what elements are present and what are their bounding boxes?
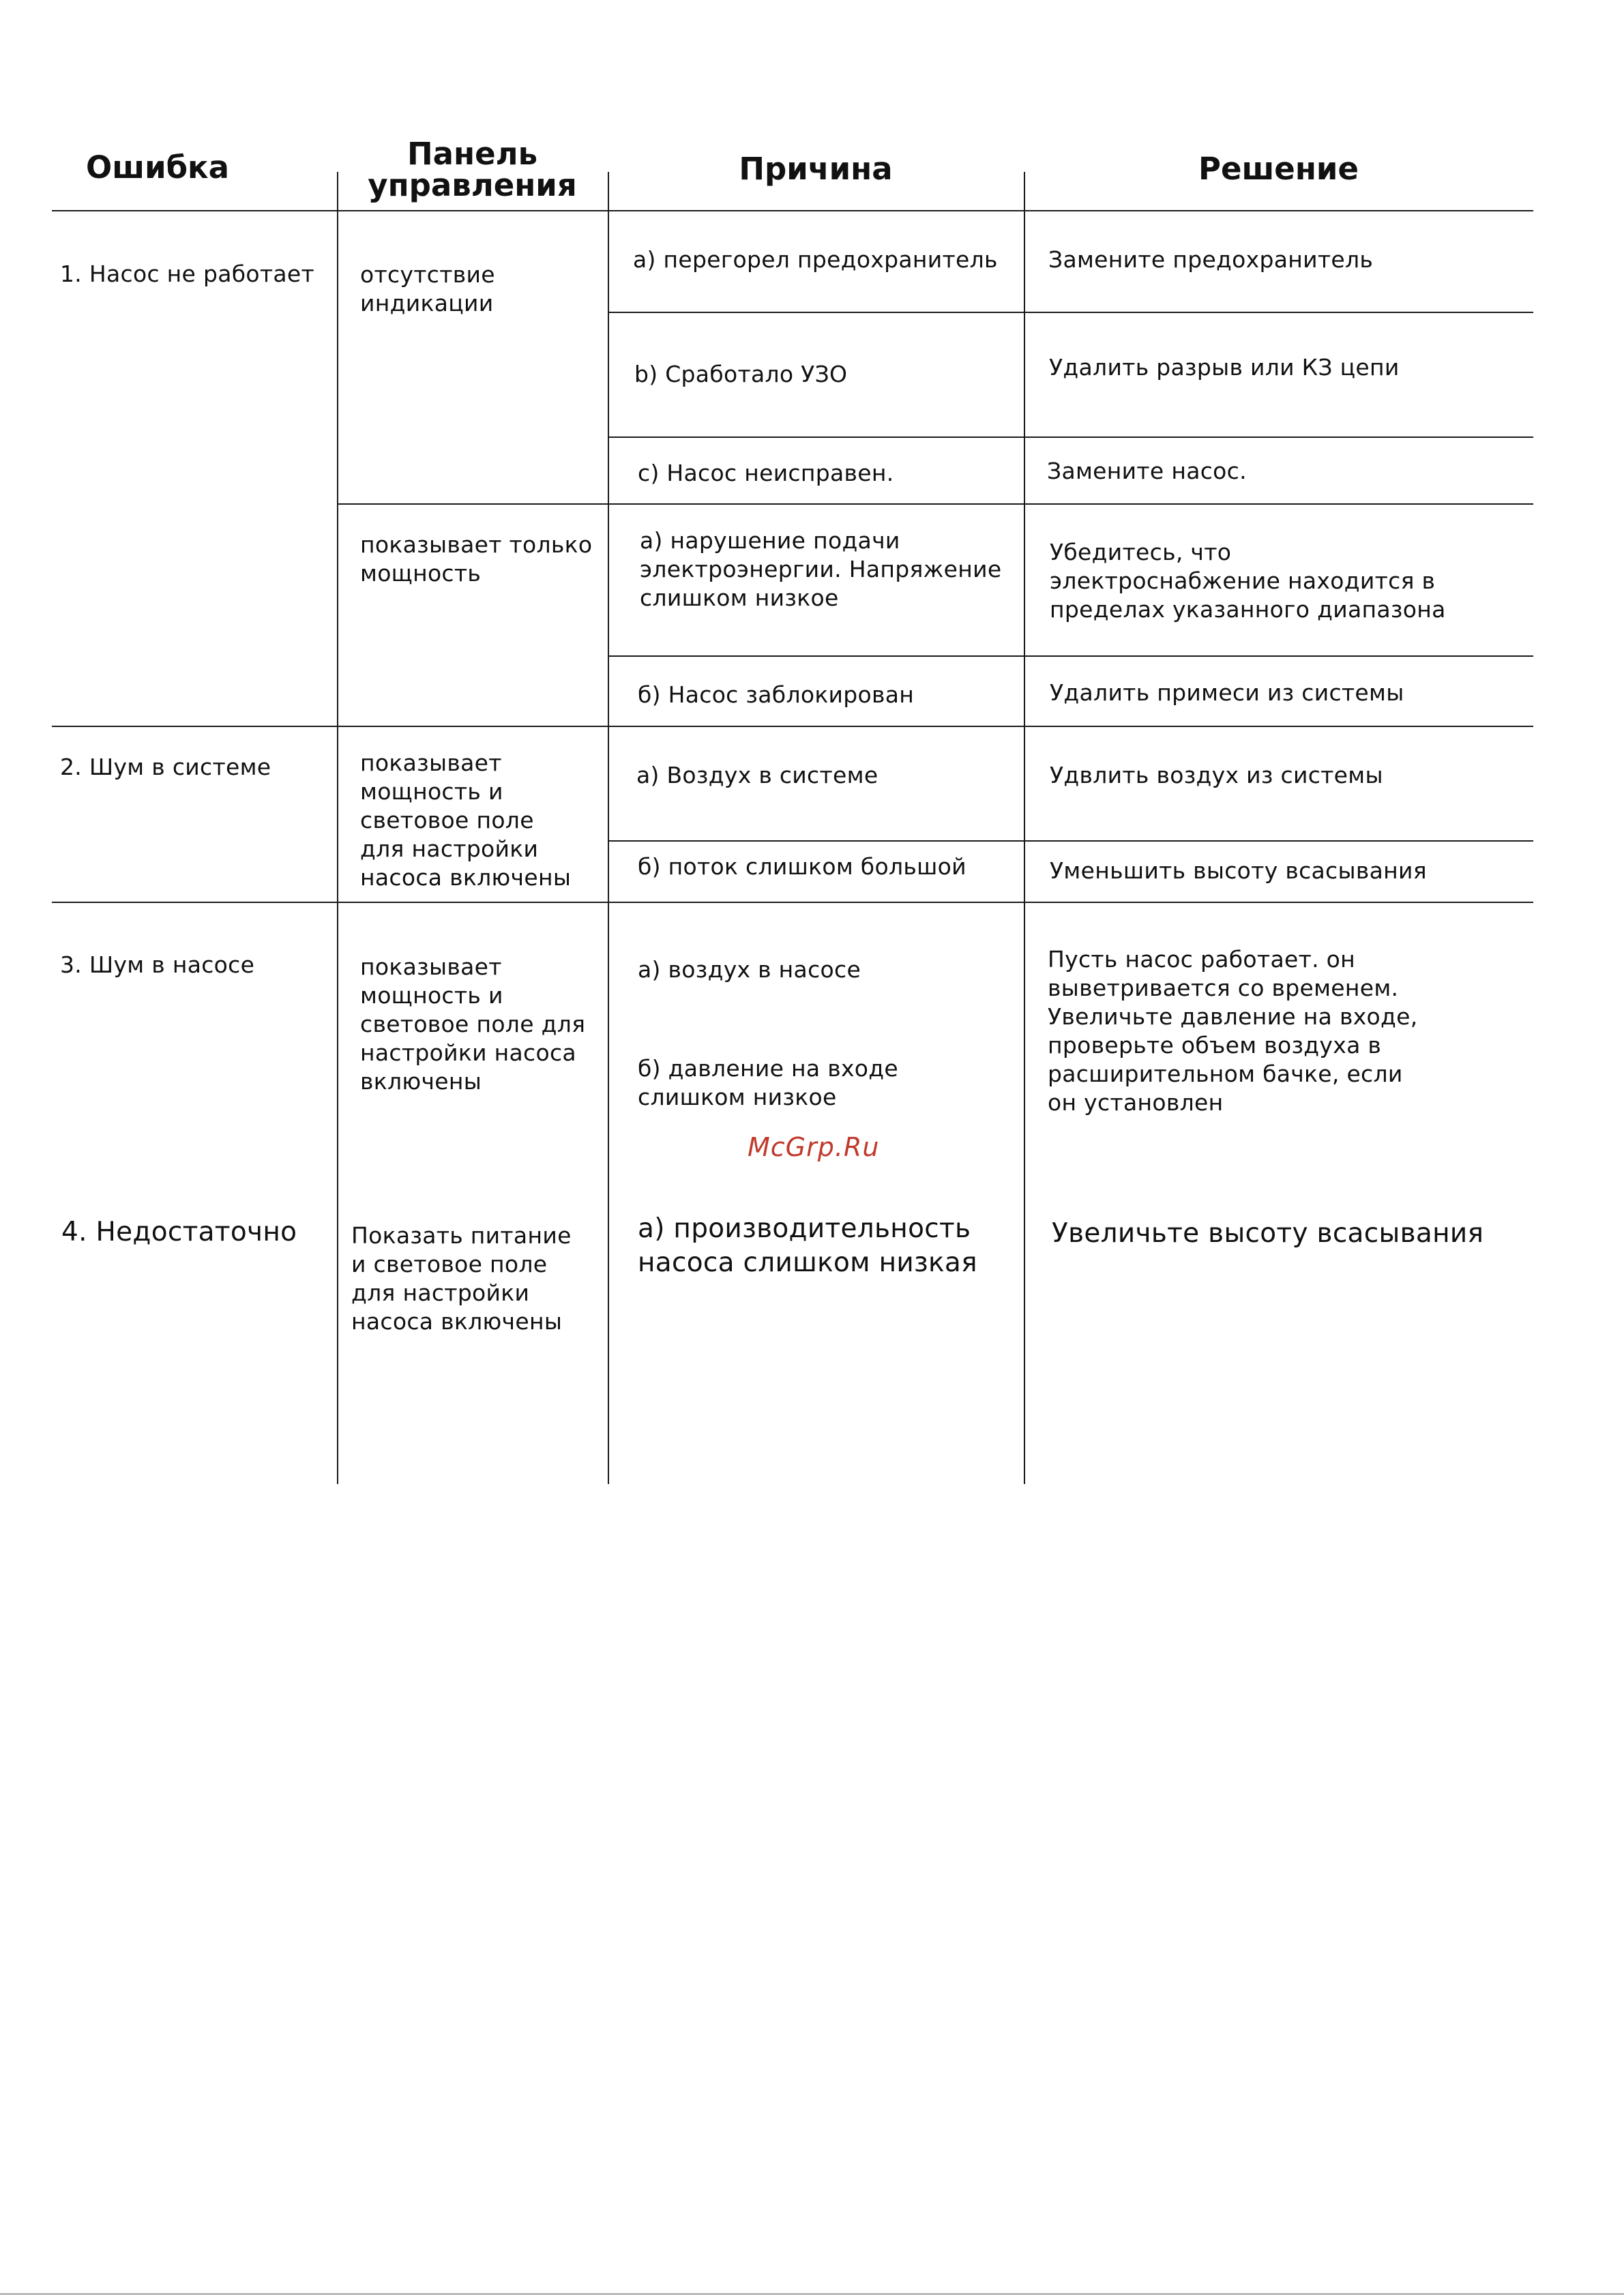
cause-1a: а) перегорел предохранитель: [633, 246, 998, 273]
solution-1e: Удалить примеси из системы: [1050, 679, 1404, 706]
panel-3-line4: настройки насоса: [360, 1039, 576, 1066]
solution-1d-line2: электроснабжение находится в: [1050, 567, 1436, 594]
row-divider: [52, 726, 1533, 727]
panel-3-line3: световое поле для: [360, 1011, 586, 1037]
error-3: 3. Шум в насосе: [60, 951, 255, 978]
error-4: 4. Недостаточно: [61, 1217, 297, 1247]
cause-1c: c) Насос неисправен.: [638, 460, 894, 486]
cause-3b-line1: б) давление на входе: [638, 1055, 898, 1082]
solution-4: Увеличьте высоту всасывания: [1052, 1218, 1484, 1249]
solution-1a: Замените предохранитель: [1048, 246, 1374, 273]
row-divider: [608, 436, 1533, 438]
panel-4-line2: и световое поле: [351, 1251, 548, 1277]
error-2: 2. Шум в системе: [60, 754, 271, 780]
header-panel-line1: Панель: [407, 136, 538, 172]
cause-4-line2: насоса слишком низкая: [638, 1247, 977, 1278]
panel-2-line3: световое поле: [360, 807, 534, 833]
header-underline: [52, 210, 1533, 211]
panel-1a-line2: индикации: [360, 290, 494, 316]
cause-1e: б) Насос заблокирован: [638, 681, 915, 708]
solution-2b: Уменьшить высоту всасывания: [1050, 857, 1427, 884]
solution-1b: Удалить разрыв или КЗ цепи: [1049, 354, 1400, 381]
panel-4-line3: для настройки: [351, 1279, 530, 1306]
panel-3-line1: показывает: [360, 953, 502, 980]
panel-1a-line1: отсутствие: [360, 261, 495, 288]
row-divider: [608, 312, 1533, 313]
row-divider: [52, 902, 1533, 903]
row-divider: [337, 503, 1533, 505]
panel-4-line4: насоса включены: [351, 1308, 563, 1335]
row-divider: [608, 840, 1533, 842]
panel-3-line2: мощность и: [360, 982, 503, 1009]
solution-3-line6: он установлен: [1048, 1089, 1224, 1116]
solution-1d-line3: пределах указанного диапазона: [1050, 596, 1446, 623]
panel-4-line1: Показать питание: [351, 1222, 572, 1249]
error-1: 1. Насос не работает: [60, 261, 315, 287]
cause-4-line1: а) производительность: [638, 1213, 971, 1244]
header-error: Ошибка: [86, 149, 229, 186]
cause-3b-line2: слишком низкое: [638, 1084, 837, 1110]
panel-3-line5: включены: [360, 1068, 482, 1095]
solution-3-line5: расширительном бачке, если: [1048, 1061, 1403, 1087]
panel-2-line1: показывает: [360, 750, 502, 776]
cause-2a: а) Воздух в системе: [636, 762, 879, 788]
panel-1b-line1: показывает только: [360, 531, 593, 558]
column-divider-3: [1024, 172, 1025, 1484]
header-cause: Причина: [739, 151, 893, 187]
cause-2b: б) поток слишком большой: [638, 853, 966, 880]
cause-1d-line3: слишком низкое: [640, 584, 839, 611]
solution-2a: Удвлить воздух из системы: [1050, 762, 1383, 788]
column-divider-2: [608, 172, 609, 1484]
panel-2-line4: для настройки: [360, 835, 539, 862]
panel-2-line5: насоса включены: [360, 864, 572, 891]
cause-1b: b) Сработало УЗО: [634, 361, 848, 387]
solution-3-line4: проверьте объем воздуха в: [1048, 1032, 1382, 1058]
panel-1b-line2: мощность: [360, 560, 482, 587]
header-panel-line2: управления: [368, 167, 577, 203]
cause-1d-line1: а) нарушение подачи: [640, 527, 900, 554]
row-divider: [608, 655, 1533, 657]
watermark: McGrp.Ru: [748, 1132, 880, 1162]
solution-1c: Замените насос.: [1047, 458, 1247, 484]
solution-1d-line1: Убедитесь, что: [1050, 539, 1232, 565]
column-divider-1: [337, 172, 338, 1484]
solution-3-line1: Пусть насос работает. он: [1048, 946, 1356, 973]
cause-3a: а) воздух в насосе: [638, 956, 861, 983]
solution-3-line2: выветривается со временем.: [1048, 975, 1399, 1001]
panel-2-line2: мощность и: [360, 778, 503, 805]
solution-3-line3: Увеличьте давление на входе,: [1048, 1003, 1418, 1030]
cause-1d-line2: электроэнергии. Напряжение: [640, 556, 1002, 582]
header-solution: Решение: [1198, 151, 1359, 187]
